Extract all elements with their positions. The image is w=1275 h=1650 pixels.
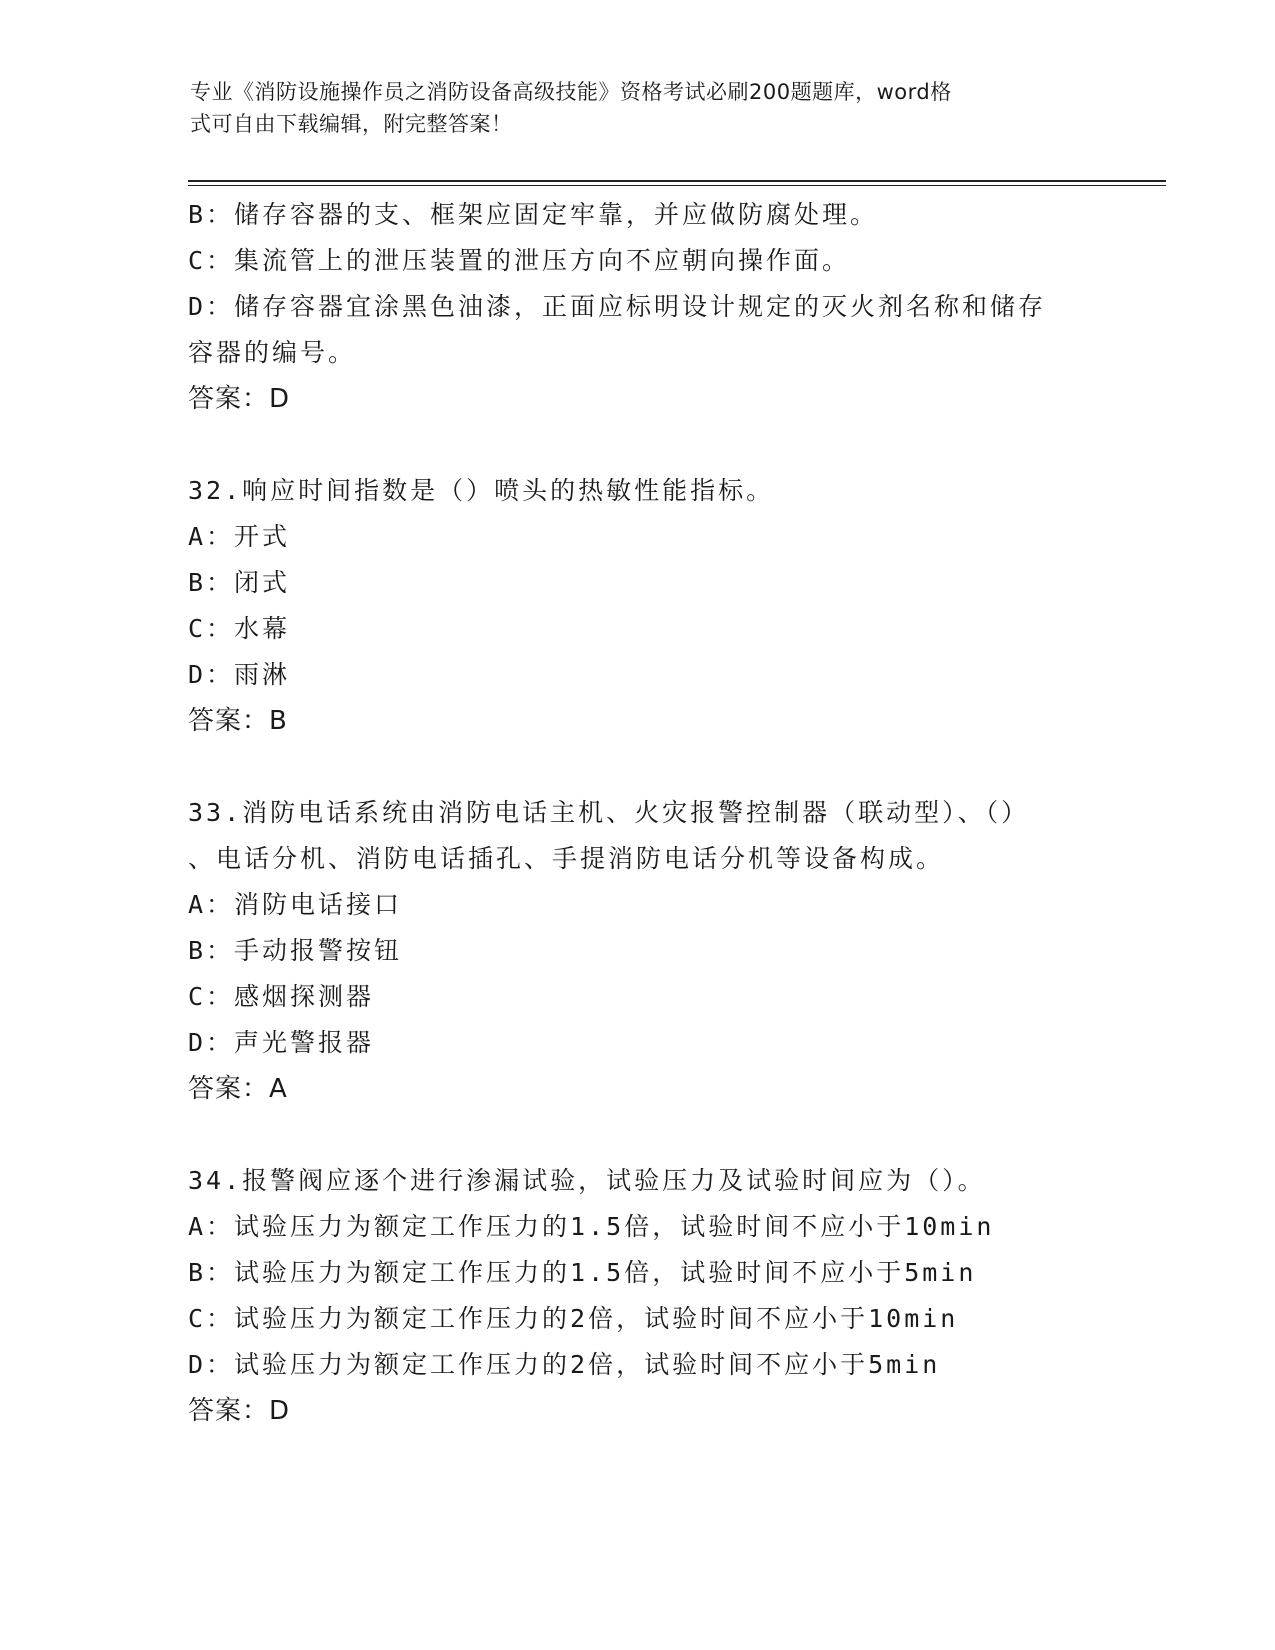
option-d: D：储存容器宜涂黑色油漆，正面应标明设计规定的灭火剂名称和储存	[188, 292, 1047, 321]
spacer	[188, 422, 1088, 468]
option-a: A：试验压力为额定工作压力的1.5倍，试验时间不应小于10min	[188, 1212, 995, 1241]
header-divider-thick	[188, 180, 1166, 182]
spacer	[188, 1112, 1088, 1158]
option-c: C：水幕	[188, 614, 291, 643]
option-c: C：感烟探测器	[188, 982, 375, 1011]
header-line-2: 式可自由下载编辑，附完整答案！	[190, 112, 513, 136]
question-34	[188, 1158, 1088, 1434]
answer-line: 答案：D	[188, 384, 291, 414]
answer-line: 答案：A	[188, 1074, 288, 1104]
option-d: D：试验压力为额定工作压力的2倍，试验时间不应小于5min	[188, 1350, 941, 1379]
prev-question-block	[188, 192, 1088, 422]
option-a: A：消防电话接口	[188, 890, 403, 919]
question-stem: 32.响应时间指数是（）喷头的热敏性能指标。	[188, 476, 775, 505]
option-d-continued: 容器的编号。	[188, 338, 357, 367]
spacer	[188, 744, 1088, 790]
question-32	[188, 468, 1088, 744]
option-a: A：开式	[188, 522, 291, 551]
question-content	[188, 192, 1088, 1434]
option-d: D：雨淋	[188, 660, 291, 689]
option-b: B：手动报警按钮	[188, 936, 403, 965]
option-b: B：闭式	[188, 568, 291, 597]
question-stem: 34.报警阀应逐个进行渗漏试验，试验压力及试验时间应为（）。	[188, 1166, 986, 1195]
answer-line: 答案：D	[188, 1396, 291, 1426]
header-line-1: 专业《消防设施操作员之消防设备高级技能》资格考试必刷200题题库，word格	[190, 80, 952, 104]
option-b: B：储存容器的支、框架应固定牢靠，并应做防腐处理。	[188, 200, 879, 229]
question-33	[188, 790, 1088, 1112]
header-divider-thin	[188, 185, 1166, 186]
option-c: C：试验压力为额定工作压力的2倍，试验时间不应小于10min	[188, 1304, 959, 1333]
option-b: B：试验压力为额定工作压力的1.5倍，试验时间不应小于5min	[188, 1258, 977, 1287]
answer-line: 答案：B	[188, 706, 288, 736]
question-stem: 33.消防电话系统由消防电话主机、火灾报警控制器（联动型）、（）	[188, 798, 1030, 827]
option-d: D：声光警报器	[188, 1028, 375, 1057]
page-header	[190, 76, 1080, 140]
option-c: C：集流管上的泄压装置的泄压方向不应朝向操作面。	[188, 246, 851, 275]
question-stem-continued: 、电话分机、消防电话插孔、手提消防电话分机等设备构成。	[188, 844, 945, 873]
